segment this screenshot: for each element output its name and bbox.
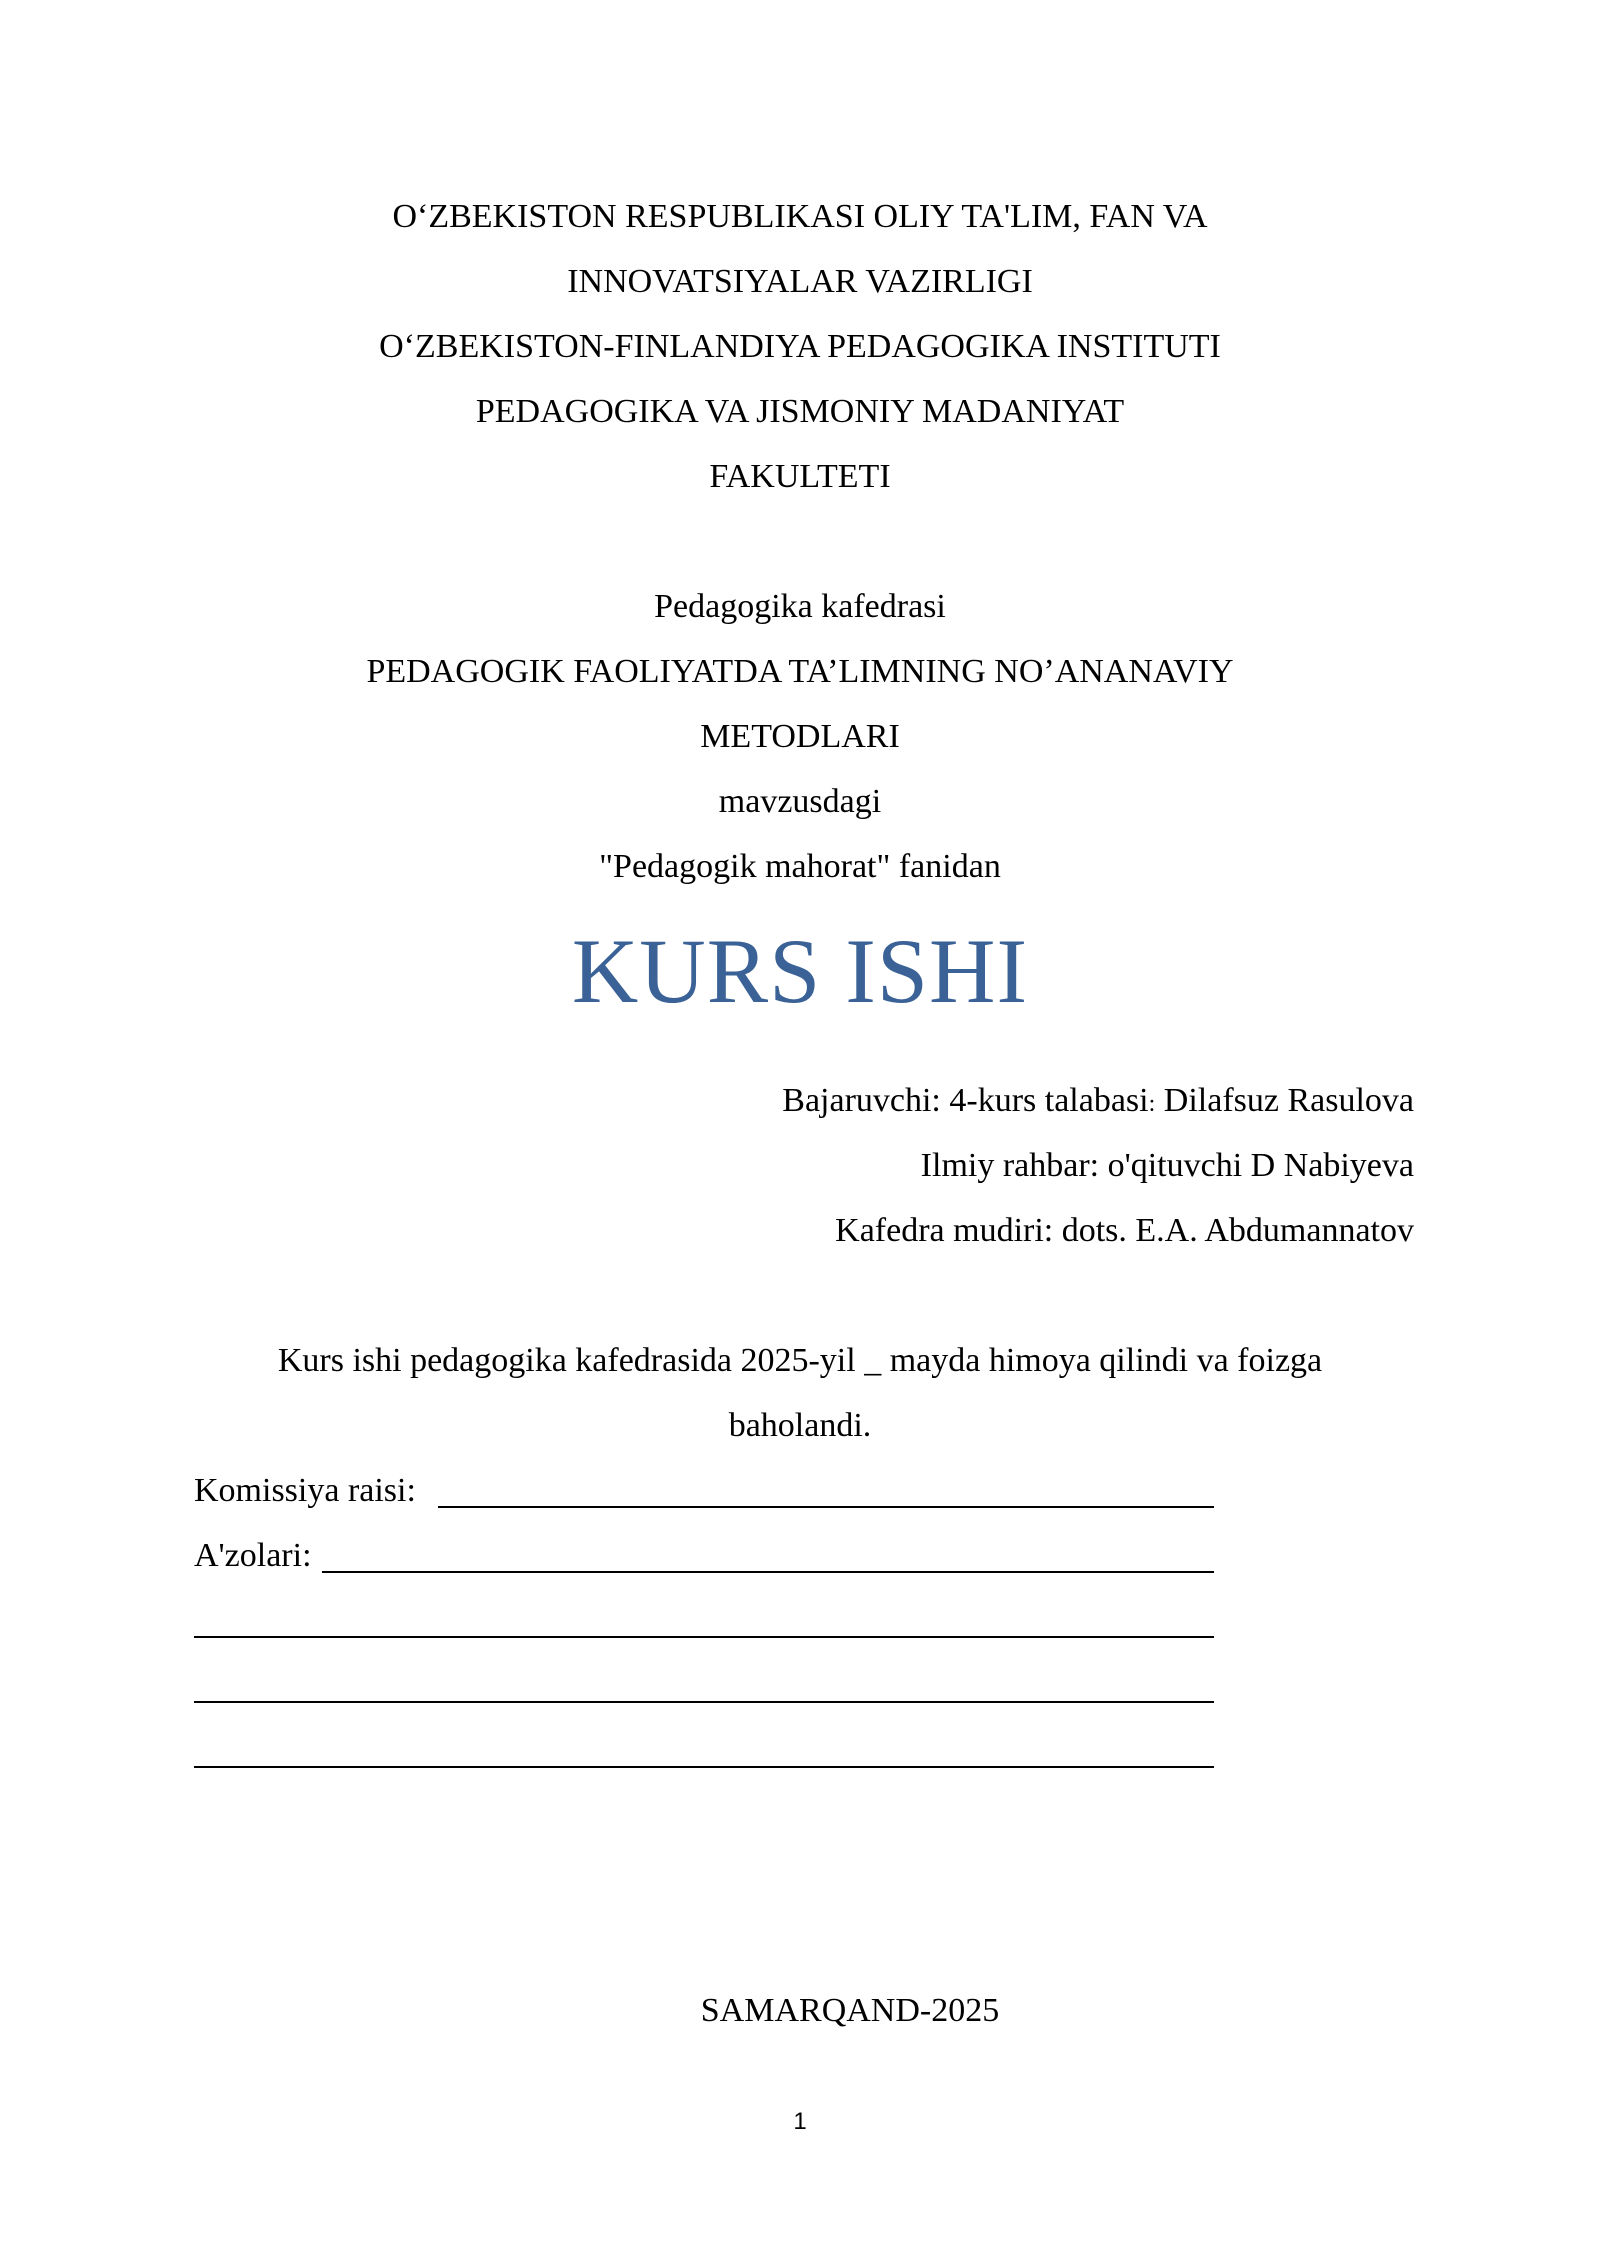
executor-label: Bajaruvchi: 4-kurs talabasi <box>782 1082 1149 1119</box>
member-signature-line-1 <box>322 1571 1214 1573</box>
ministry-line-2: INNOVATSIYALAR VAZIRLIGI <box>567 263 1033 300</box>
faculty-line-2: FAKULTETI <box>709 458 891 495</box>
subject-line: "Pedagogik mahorat" fanidan <box>599 848 1001 885</box>
topic-subtitle: mavzusdagi <box>718 783 882 820</box>
defense-line-1: Kurs ishi pedagogika kafedrasida 2025-yil _ mayda himoya qilindi va foizga <box>277 1342 1323 1379</box>
faculty-line-1: PEDAGOGIKA VA JISMONIY MADANIYAT <box>475 393 1125 430</box>
topic-title-line-2: METODLARI <box>700 718 900 755</box>
chair-signature-line <box>438 1506 1214 1508</box>
department-head-line: Kafedra mudiri: dots. E.A. Abdumannatov <box>835 1212 1414 1249</box>
ministry-line-1: O‘ZBEKISTON RESPUBLIKASI OLIY TA'LIM, FAN VA <box>392 198 1208 235</box>
member-signature-line-4 <box>194 1766 1214 1768</box>
executor-name: Dilafsuz Rasulova <box>1155 1082 1414 1119</box>
executor-colon: : <box>1148 1091 1156 1117</box>
department-name: Pedagogika kafedrasi <box>654 588 946 625</box>
page-number: 1 <box>793 2108 807 2135</box>
executor-line <box>782 1081 1414 1124</box>
commission-members-label: A'zolari: <box>194 1537 312 1574</box>
topic-title-line-1: PEDAGOGIK FAOLIYATDA TA’LIMNING NO’ANANAVIY <box>366 653 1234 690</box>
supervisor-line: Ilmiy rahbar: o'qituvchi D Nabiyeva <box>920 1147 1414 1184</box>
institute-name: O‘ZBEKISTON-FINLANDIYA PEDAGOGIKA INSTITUTI <box>379 328 1221 365</box>
member-signature-line-3 <box>194 1701 1214 1703</box>
main-title: KURS ISHI <box>571 920 1029 1022</box>
defense-line-2: baholandi. <box>728 1407 872 1444</box>
city-year: SAMARQAND-2025 <box>700 1992 1000 2029</box>
commission-chair-label: Komissiya raisi: <box>194 1472 416 1509</box>
member-signature-line-2 <box>194 1636 1214 1638</box>
